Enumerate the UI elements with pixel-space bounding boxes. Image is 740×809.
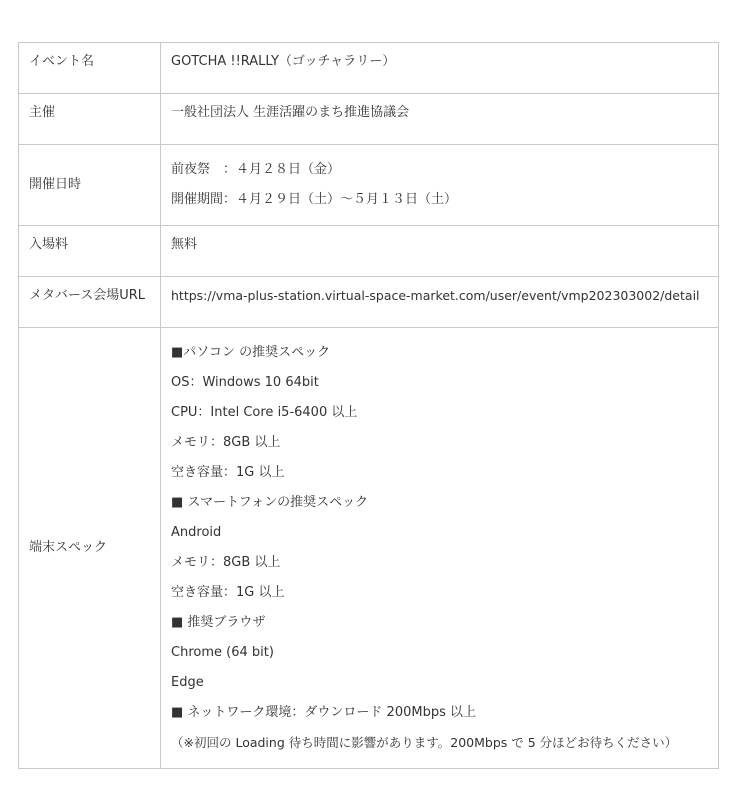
row-label: 入場料	[19, 226, 161, 277]
spec-heading-browser: ■ 推奨ブラウザ	[171, 615, 266, 630]
row-value	[161, 277, 719, 328]
row-value	[161, 328, 719, 769]
value-line: 無料	[171, 237, 198, 252]
spec-note: （※初回の Loading 待ち時間に影響があります。200Mbps で 5 分ほどお待ちください）	[171, 735, 678, 750]
table-row-device-spec	[19, 328, 719, 769]
spec-line: CPU：Intel Core i5-6400 以上	[171, 405, 358, 420]
row-label: 端末スペック	[19, 328, 161, 769]
value-line: 一般社団法人 生涯活躍のまち推進協議会	[171, 105, 410, 120]
row-label: 開催日時	[19, 145, 161, 226]
spec-line: メモリ：8GB 以上	[171, 555, 281, 570]
event-info-table	[18, 42, 719, 769]
spec-line: OS：Windows 10 64bit	[171, 375, 319, 390]
spec-line: 空き容量：1G 以上	[171, 585, 285, 600]
row-value	[161, 43, 719, 94]
table-row-url	[19, 277, 719, 328]
spec-line: メモリ：8GB 以上	[171, 435, 281, 450]
table-row-event-name	[19, 43, 719, 94]
spec-heading-network: ■ ネットワーク環境：ダウンロード 200Mbps 以上	[171, 705, 476, 720]
row-label: 主催	[19, 94, 161, 145]
row-label: イベント名	[19, 43, 161, 94]
spec-line: 空き容量：1G 以上	[171, 465, 285, 480]
row-value	[161, 226, 719, 277]
venue-url: https://vma-plus-station.virtual-space-market.com/user/event/vmp202303002/detail	[171, 288, 700, 303]
spec-line: Chrome (64 bit)	[171, 645, 274, 660]
value-line: 開催期間：４月２９日（土）～５月１３日（土）	[171, 192, 458, 207]
table-row-dates	[19, 145, 719, 226]
spec-heading-smartphone: ■ スマートフォンの推奨スペック	[171, 495, 369, 510]
row-value	[161, 94, 719, 145]
value-line: 前夜祭 ：４月２８日（金）	[171, 162, 341, 177]
spec-line: Android	[171, 525, 222, 540]
value-line: GOTCHA !!RALLY（ゴッチャラリー）	[171, 54, 396, 69]
spec-line: Edge	[171, 675, 204, 690]
table-row-admission	[19, 226, 719, 277]
table-row-organizer	[19, 94, 719, 145]
row-label: メタバース会場URL	[19, 277, 161, 328]
spec-heading-pc: ■パソコン の推奨スペック	[171, 345, 331, 360]
row-value	[161, 145, 719, 226]
